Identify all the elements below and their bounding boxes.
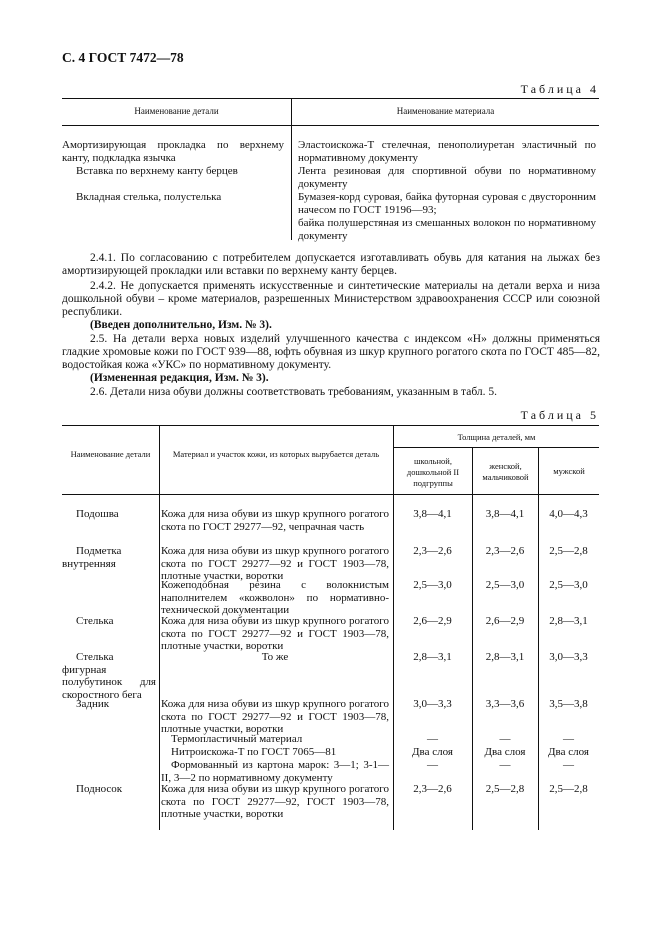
table5-header-part: Наименование детали	[70, 449, 151, 459]
table5-row9-material: Формованный из картона марок: 3—1; 3-1—II, 3—2 по нормативному документу	[161, 759, 389, 784]
table5-row5-school: 2,8—3,1	[413, 651, 452, 663]
table5-row7-women: —	[499, 733, 511, 745]
table5-header-thickness: Толщина деталей, мм	[457, 432, 536, 442]
note-introduced: (Введен дополнительно, Изм. № 3).	[90, 319, 272, 331]
table5-row1-school: 3,8—4,1	[413, 508, 452, 520]
table5-header-material: Материал и участок кожи, из которых вырубается деталь	[172, 449, 380, 459]
table5-row4-men: 2,8—3,1	[549, 615, 588, 627]
table4-row3-part: Вкладная стелька, полустелька	[76, 191, 222, 203]
table4-row2-material: Лента резиновая для спортивной обуви по нормативному документу	[298, 165, 596, 190]
table5-row8-women: Два слоя	[484, 746, 526, 758]
table5-row10-part: Подносок	[76, 783, 123, 795]
paragraph-2-4-1: 2.4.1. По согласованию с потребителем допускается изготавливать обувь для катания на лыжах без амортизирующей прокладки или вставки по верхнему канту берцев.	[62, 252, 600, 278]
table4-col-divider	[291, 98, 292, 240]
table4-header-rule	[62, 125, 599, 126]
table5-row8-men: Два слоя	[548, 746, 589, 758]
table5-header-school: школьной, дошкольной II подгруппы	[406, 456, 460, 488]
page-header: С. 4 ГОСТ 7472—78	[62, 50, 184, 65]
table5-divider-3	[472, 447, 473, 830]
table5-row9-men: —	[563, 759, 574, 771]
note-amended: (Измененная редакция, Изм. № 3).	[90, 372, 269, 384]
table5-row1-material: Кожа для низа обуви из шкур крупного рогатого скота по ГОСТ 29277—92, чепрачная часть	[161, 508, 389, 533]
table5-row3-material: Кожеподобная резина с волокнистым наполнителем «кожволон» по нормативно-технической документации	[161, 579, 389, 616]
paragraph-2-5: 2.5. На детали верха новых изделий улучшенного качества с индексом «Н» должны применяться гладкие хромовые кожи по ГОСТ 939—88, юфть обувная из шкур крупного рогатого скота по ГОСТ 485—82, водостойкая кожа «УКС» по нормативному документу.	[62, 333, 600, 372]
table5-row5-men: 3,0—3,3	[549, 651, 588, 663]
table5-row4-school: 2,6—2,9	[413, 615, 452, 627]
table4-header-part: Наименование детали	[134, 106, 219, 116]
table5-row6-women: 3,3—3,6	[485, 698, 525, 710]
table5-row6-part: Задник	[76, 698, 110, 710]
table5-row7-material: Термопластичный материал	[171, 733, 303, 745]
table5-row7-school: —	[427, 733, 438, 745]
table5-row9-school: —	[427, 759, 438, 771]
table5-header-rule	[62, 494, 599, 495]
table5-row3-women: 2,5—3,0	[485, 579, 525, 591]
table5-row2-material: Кожа для низа обуви из шкур крупного рогатого скота по ГОСТ 29277—92 и ГОСТ 1903—78, плотные участки, воротки	[161, 545, 389, 582]
table5-row4-part: Стелька	[76, 615, 114, 627]
table5-row4-material: Кожа для низа обуви из шкур крупного рогатого скота по ГОСТ 29277—92 и ГОСТ 1903—78, плотные участки, воротки	[161, 615, 389, 652]
table5-row5-women: 2,8—3,1	[485, 651, 525, 663]
table5-row5-part: Стелька фигурная полубутинок для скоростного бега	[62, 651, 156, 701]
table5-row7-men: —	[563, 733, 574, 745]
table5-divider-1	[159, 425, 160, 830]
paragraph-2-4-2: 2.4.2. Не допускается применять искусственные и синтетические материалы на детали верха и низа дошкольной обуви – кроме материалов, разрешенных Министерством здравоохранения СССР или союзной республики.	[62, 280, 600, 319]
table4-row1-part: Амортизирующая прокладка по верхнему канту, подкладка язычка	[62, 139, 284, 164]
table5-header-men: мужской	[553, 466, 585, 476]
table5-row10-men: 2,5—2,8	[549, 783, 588, 795]
table5-row2-men: 2,5—2,8	[549, 545, 588, 557]
table5-row10-women: 2,5—2,8	[485, 783, 525, 795]
table4-top-rule	[62, 98, 599, 99]
table5-caption: Таблица 5	[520, 408, 599, 422]
table4-row4-material: байка полушерстяная из смешанных волокон по нормативному документу	[298, 217, 596, 242]
table5-divider-4	[538, 447, 539, 830]
table5-row8-material: Нитроискожа-Т по ГОСТ 7065—81	[171, 746, 337, 758]
table5-header-women: женской, мальчиковой	[482, 461, 529, 482]
table5-row10-school: 2,3—2,6	[413, 783, 452, 795]
table5-row1-women: 3,8—4,1	[485, 508, 525, 520]
table5-row6-material: Кожа для низа обуви из шкур крупного рогатого скота по ГОСТ 29277—92 и ГОСТ 1903—78, плотные участки, воротки	[161, 698, 389, 735]
table5-row2-part: Подметка внутренняя	[62, 545, 122, 570]
table4-row3-material: Бумазея-корд суровая, байка футорная суровая с двусторонним начесом по ГОСТ 19196—93;	[298, 191, 596, 216]
table5-row8-school: Два слоя	[412, 746, 453, 758]
table4-header-material: Наименование материала	[396, 106, 495, 116]
table5-row6-school: 3,0—3,3	[413, 698, 452, 710]
table4-row1-material: Эластоискожа-Т стелечная, пенополиуретан эластичный по нормативному документу	[298, 139, 596, 164]
table5-row1-men: 4,0—4,3	[549, 508, 588, 520]
table5-row10-material: Кожа для низа обуви из шкур крупного рогатого скота по ГОСТ 29277—92, ГОСТ 1903—78, плотные участки, воротки	[161, 783, 389, 820]
table5-subheader-rule	[393, 447, 599, 448]
table4-row2-part: Вставка по верхнему канту берцев	[76, 165, 238, 177]
table5-top-rule	[62, 425, 599, 426]
table5-row2-school: 2,3—2,6	[413, 545, 452, 557]
table5-row5-material: То же	[261, 651, 289, 663]
table5-row3-men: 2,5—3,0	[549, 579, 588, 591]
table5-row3-school: 2,5—3,0	[413, 579, 452, 591]
table5-row9-women: —	[499, 759, 511, 771]
table5-row2-women: 2,3—2,6	[485, 545, 525, 557]
table5-row4-women: 2,6—2,9	[485, 615, 525, 627]
table5-row1-part: Подошва	[76, 508, 119, 520]
table5-row6-men: 3,5—3,8	[549, 698, 588, 710]
paragraph-2-6: 2.6. Детали низа обуви должны соответствовать требованиям, указанным в табл. 5.	[90, 386, 498, 398]
table4-caption: Таблица 4	[520, 82, 599, 96]
